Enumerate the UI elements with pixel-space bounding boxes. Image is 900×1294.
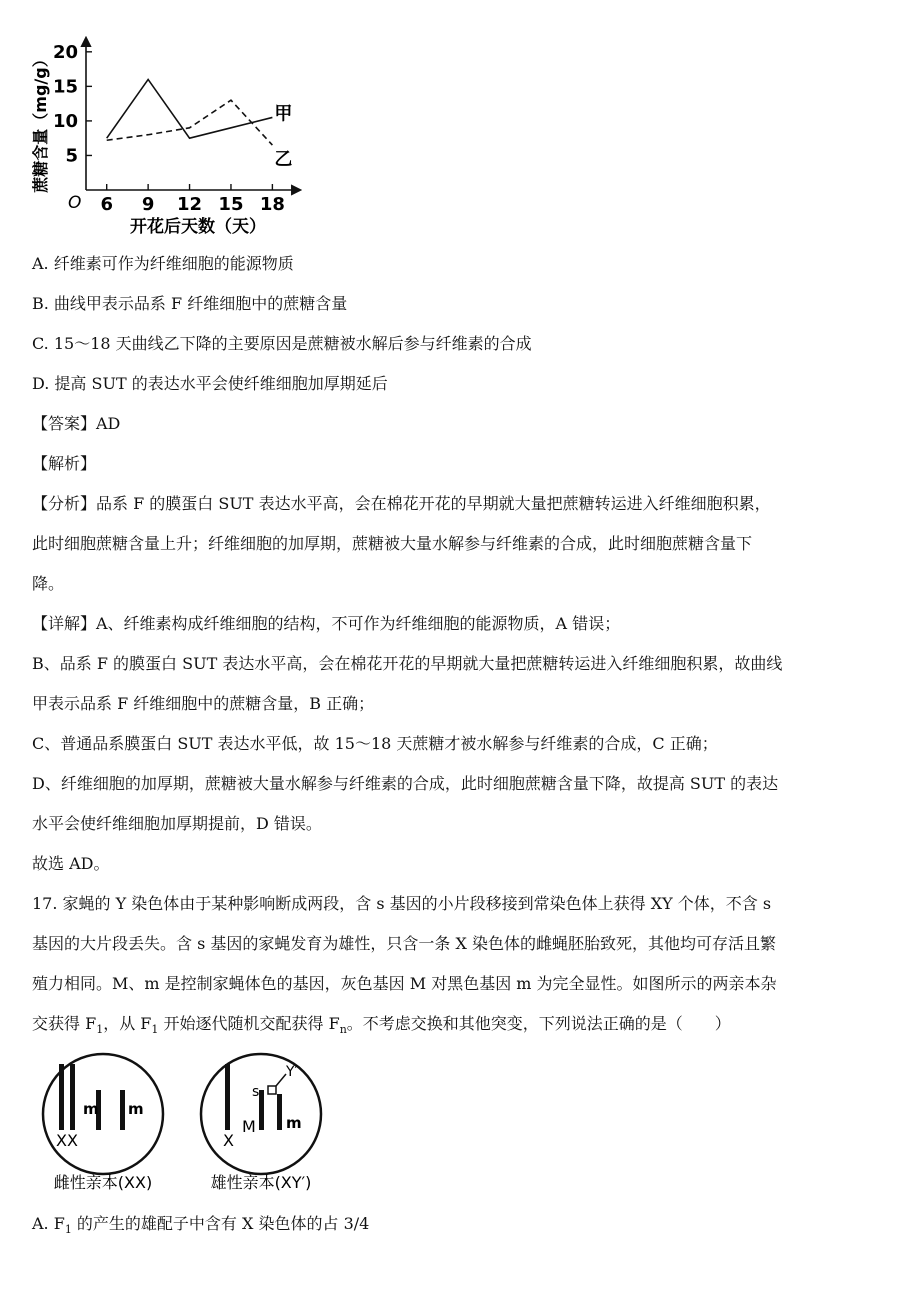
female-parent-cell [43, 1054, 163, 1174]
y-tick-label: 20 [52, 41, 78, 63]
male-caption: 雄性亲本(XY′) [210, 1173, 312, 1192]
q17-option-a: A. $F_1$ 的产生的雄配子中含有 X 染色体的占 3/4 [32, 1214, 370, 1237]
origin-label: O [68, 193, 82, 213]
y-tick-label: 5 [65, 145, 78, 167]
answer: 【答案】AD [32, 414, 121, 433]
svg-text:m: m [128, 1100, 144, 1118]
y-tick-label: 15 [52, 76, 78, 98]
option-b: B. 曲线甲表示品系 F 纤维细胞中的蔗糖含量 [32, 294, 348, 313]
detail-line: D、纤维细胞的加厚期，蔗糖被大量水解参与纤维素的合成，此时细胞蔗糖含量下降，故提高 SUT 的表达 [32, 774, 779, 793]
detail-line: B、品系 F 的膜蛋白 SUT 表达水平高，会在棉花开花的早期就大量把蔗糖转运进入纤维细胞积累，故曲线 [32, 654, 783, 673]
svg-text:m: m [286, 1114, 302, 1132]
conclusion: 故选 AD。 [32, 854, 110, 873]
x-axis-label: 开花后天数（天） [130, 217, 266, 237]
chromosome-figure [30, 1052, 350, 1202]
q17-line: 交获得 $F_1$，从 $F_1$ 开始逐代随机交配获得 $F_n$。不考虑交换和其他突变，下列说法正确的是（ ） [32, 1014, 731, 1037]
x-tick-label: 12 [177, 194, 203, 215]
svg-text:X: X [223, 1131, 234, 1150]
option-a: A. 纤维素可作为纤维细胞的能源物质 [32, 254, 294, 273]
svg-text:M: M [242, 1117, 256, 1136]
svg-text:m: m [83, 1100, 99, 1118]
svg-text:Y′: Y′ [286, 1064, 298, 1080]
detail-line: C、普通品系膜蛋白 SUT 表达水平低，故 15～18 天蔗糖才被水解参与纤维素的合成，C 正确； [32, 734, 718, 753]
y-tick-label: 10 [52, 110, 78, 132]
q17-line: 17. 家蝇的 Y 染色体由于某种影响断成两段，含 s 基因的小片段移接到常染色体上获得 XY 个体，不含 s [32, 894, 772, 913]
female-caption: 雌性亲本(XX) [53, 1173, 153, 1192]
x-tick-label: 9 [141, 194, 155, 215]
series-line-jia [107, 79, 273, 138]
analysis-line: 此时细胞蔗糖含量上升；纤维细胞的加厚期，蔗糖被大量水解参与纤维素的合成，此时细胞蔗糖含量下 [32, 534, 753, 553]
detail-line: 水平会使纤维细胞加厚期提前，D 错误。 [32, 814, 322, 833]
option-c: C. 15～18 天曲线乙下降的主要原因是蔗糖被水解后参与纤维素的合成 [32, 334, 532, 353]
option-d: D. 提高 SUT 的表达水平会使纤维细胞加厚期延后 [32, 374, 388, 393]
series-label: 乙 [274, 149, 293, 171]
q17-line: 基因的大片段丢失。含 s 基因的家蝇发育为雄性，只含一条 X 染色体的雌蝇胚胎致死，其他均可存活且繁 [32, 934, 776, 953]
y-axis-label: 蔗糖含量（mg/g） [31, 51, 50, 193]
detail-line: 甲表示品系 F 纤维细胞中的蔗糖含量，B 正确； [32, 694, 375, 713]
analysis-line: 降。 [32, 574, 65, 593]
analysis-line: 【分析】品系 F 的膜蛋白 SUT 表达水平高，会在棉花开花的早期就大量把蔗糖转运进入纤维细胞积累， [32, 494, 771, 513]
sucrose-line-chart [28, 32, 348, 272]
detail-line: 【详解】A、纤维素构成纤维细胞的结构，不可作为纤维细胞的能源物质，A 错误； [32, 614, 621, 633]
svg-text:XX: XX [56, 1131, 78, 1150]
series-label: 甲 [274, 103, 293, 125]
x-tick-label: 18 [259, 194, 285, 215]
q17-line: 殖力相同。M、m 是控制家蝇体色的基因，灰色基因 M 对黑色基因 m 为完全显性。如图所示的两亲本杂 [32, 974, 777, 993]
male-parent-cell [201, 1054, 321, 1174]
x-tick-label: 6 [100, 194, 113, 215]
x-tick-label: 15 [218, 194, 244, 215]
svg-text:s: s [252, 1084, 260, 1100]
analysis-heading: 【解析】 [32, 454, 97, 473]
